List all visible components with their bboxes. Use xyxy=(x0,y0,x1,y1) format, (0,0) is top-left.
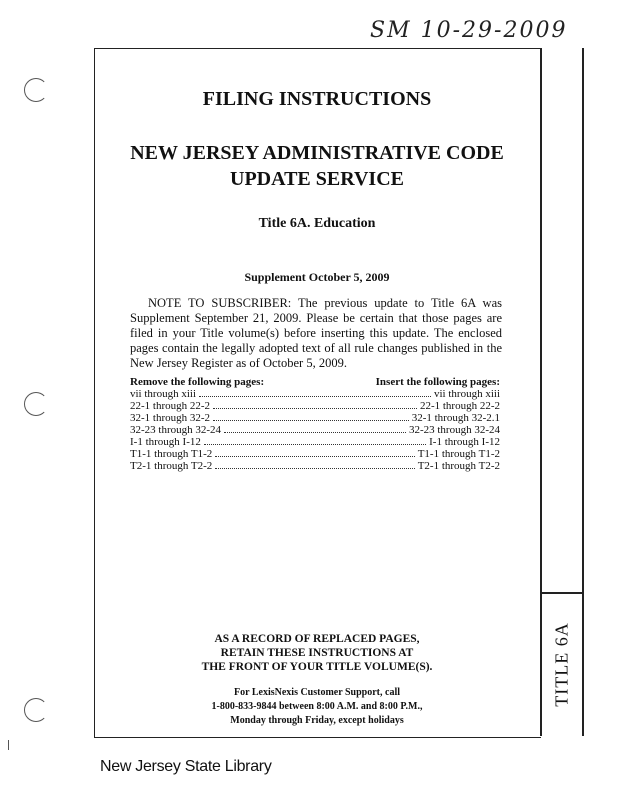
remove-pages: 32-1 through 32-2 xyxy=(130,412,211,424)
support-line: Monday through Friday, except holidays xyxy=(230,715,404,726)
leader-dots xyxy=(204,444,426,445)
table-row xyxy=(130,436,500,448)
leader-dots xyxy=(215,468,414,469)
handwritten-stamp: SM 10-29-2009 xyxy=(370,18,568,43)
library-stamp: New Jersey State Library xyxy=(100,758,272,775)
leader-dots xyxy=(213,420,409,421)
insert-pages: vii through xiii xyxy=(434,388,500,400)
support-line: 1-800-833-9844 between 8:00 A.M. and 8:00 P.M., xyxy=(211,701,423,712)
record-line: THE FRONT OF YOUR TITLE VOLUME(S). xyxy=(201,661,433,673)
remove-header: Remove the following pages: xyxy=(130,376,265,388)
insert-pages: T2-1 through T2-2 xyxy=(417,460,500,472)
table-row xyxy=(130,460,500,472)
subscriber-note: NOTE TO SUBSCRIBER: The previous update to Title 6A was Supplement September 21, 2009. Please be certain that those pages are filed in your Title volume(s) before inserting this update. The enclosed pages contain the legally adopted text of all rule changes published in the New Jersey Register as of October 5, 2009. xyxy=(130,296,502,370)
binder-hole-icon xyxy=(24,698,48,722)
table-row xyxy=(130,412,500,424)
insert-pages: T1-1 through T1-2 xyxy=(417,448,500,460)
pages-table xyxy=(130,376,500,472)
customer-support xyxy=(94,686,540,728)
page-title: FILING INSTRUCTIONS xyxy=(202,88,432,110)
binder-hole-icon xyxy=(24,392,48,416)
insert-header: Insert the following pages: xyxy=(375,376,500,388)
remove-pages: T2-1 through T2-2 xyxy=(130,460,213,472)
remove-pages: vii through xiii xyxy=(130,388,196,400)
table-row xyxy=(130,424,500,436)
code-title-line: UPDATE SERVICE xyxy=(230,168,404,190)
leader-dots xyxy=(213,408,417,409)
remove-pages: 22-1 through 22-2 xyxy=(130,400,211,412)
remove-pages: T1-1 through T1-2 xyxy=(130,448,213,460)
insert-pages: 22-1 through 22-2 xyxy=(419,400,500,412)
remove-pages: 32-23 through 32-24 xyxy=(130,424,222,436)
subject-title: Title 6A. Education xyxy=(258,216,376,231)
pages-header xyxy=(130,376,500,388)
table-row xyxy=(130,388,500,400)
leader-dots xyxy=(224,432,406,433)
binder-hole-icon xyxy=(24,78,48,102)
leader-dots xyxy=(199,396,431,397)
table-row xyxy=(130,448,500,460)
record-line: AS A RECORD OF REPLACED PAGES, xyxy=(214,633,420,645)
insert-pages: 32-1 through 32-2.1 xyxy=(411,412,500,424)
table-row xyxy=(130,400,500,412)
record-instructions xyxy=(94,632,540,674)
supplement-date: Supplement October 5, 2009 xyxy=(244,270,390,284)
leader-dots xyxy=(215,456,414,457)
support-line: For LexisNexis Customer Support, call xyxy=(233,687,400,698)
insert-pages: 32-23 through 32-24 xyxy=(408,424,500,436)
code-title xyxy=(94,140,540,192)
spine-tab xyxy=(540,592,584,736)
insert-pages: I-1 through I-12 xyxy=(429,436,500,448)
spine-label: TITLE 6A xyxy=(551,621,572,707)
record-line: RETAIN THESE INSTRUCTIONS AT xyxy=(220,647,414,659)
margin-mark xyxy=(8,740,9,750)
remove-pages: I-1 through I-12 xyxy=(130,436,201,448)
code-title-line: NEW JERSEY ADMINISTRATIVE CODE xyxy=(130,142,504,164)
